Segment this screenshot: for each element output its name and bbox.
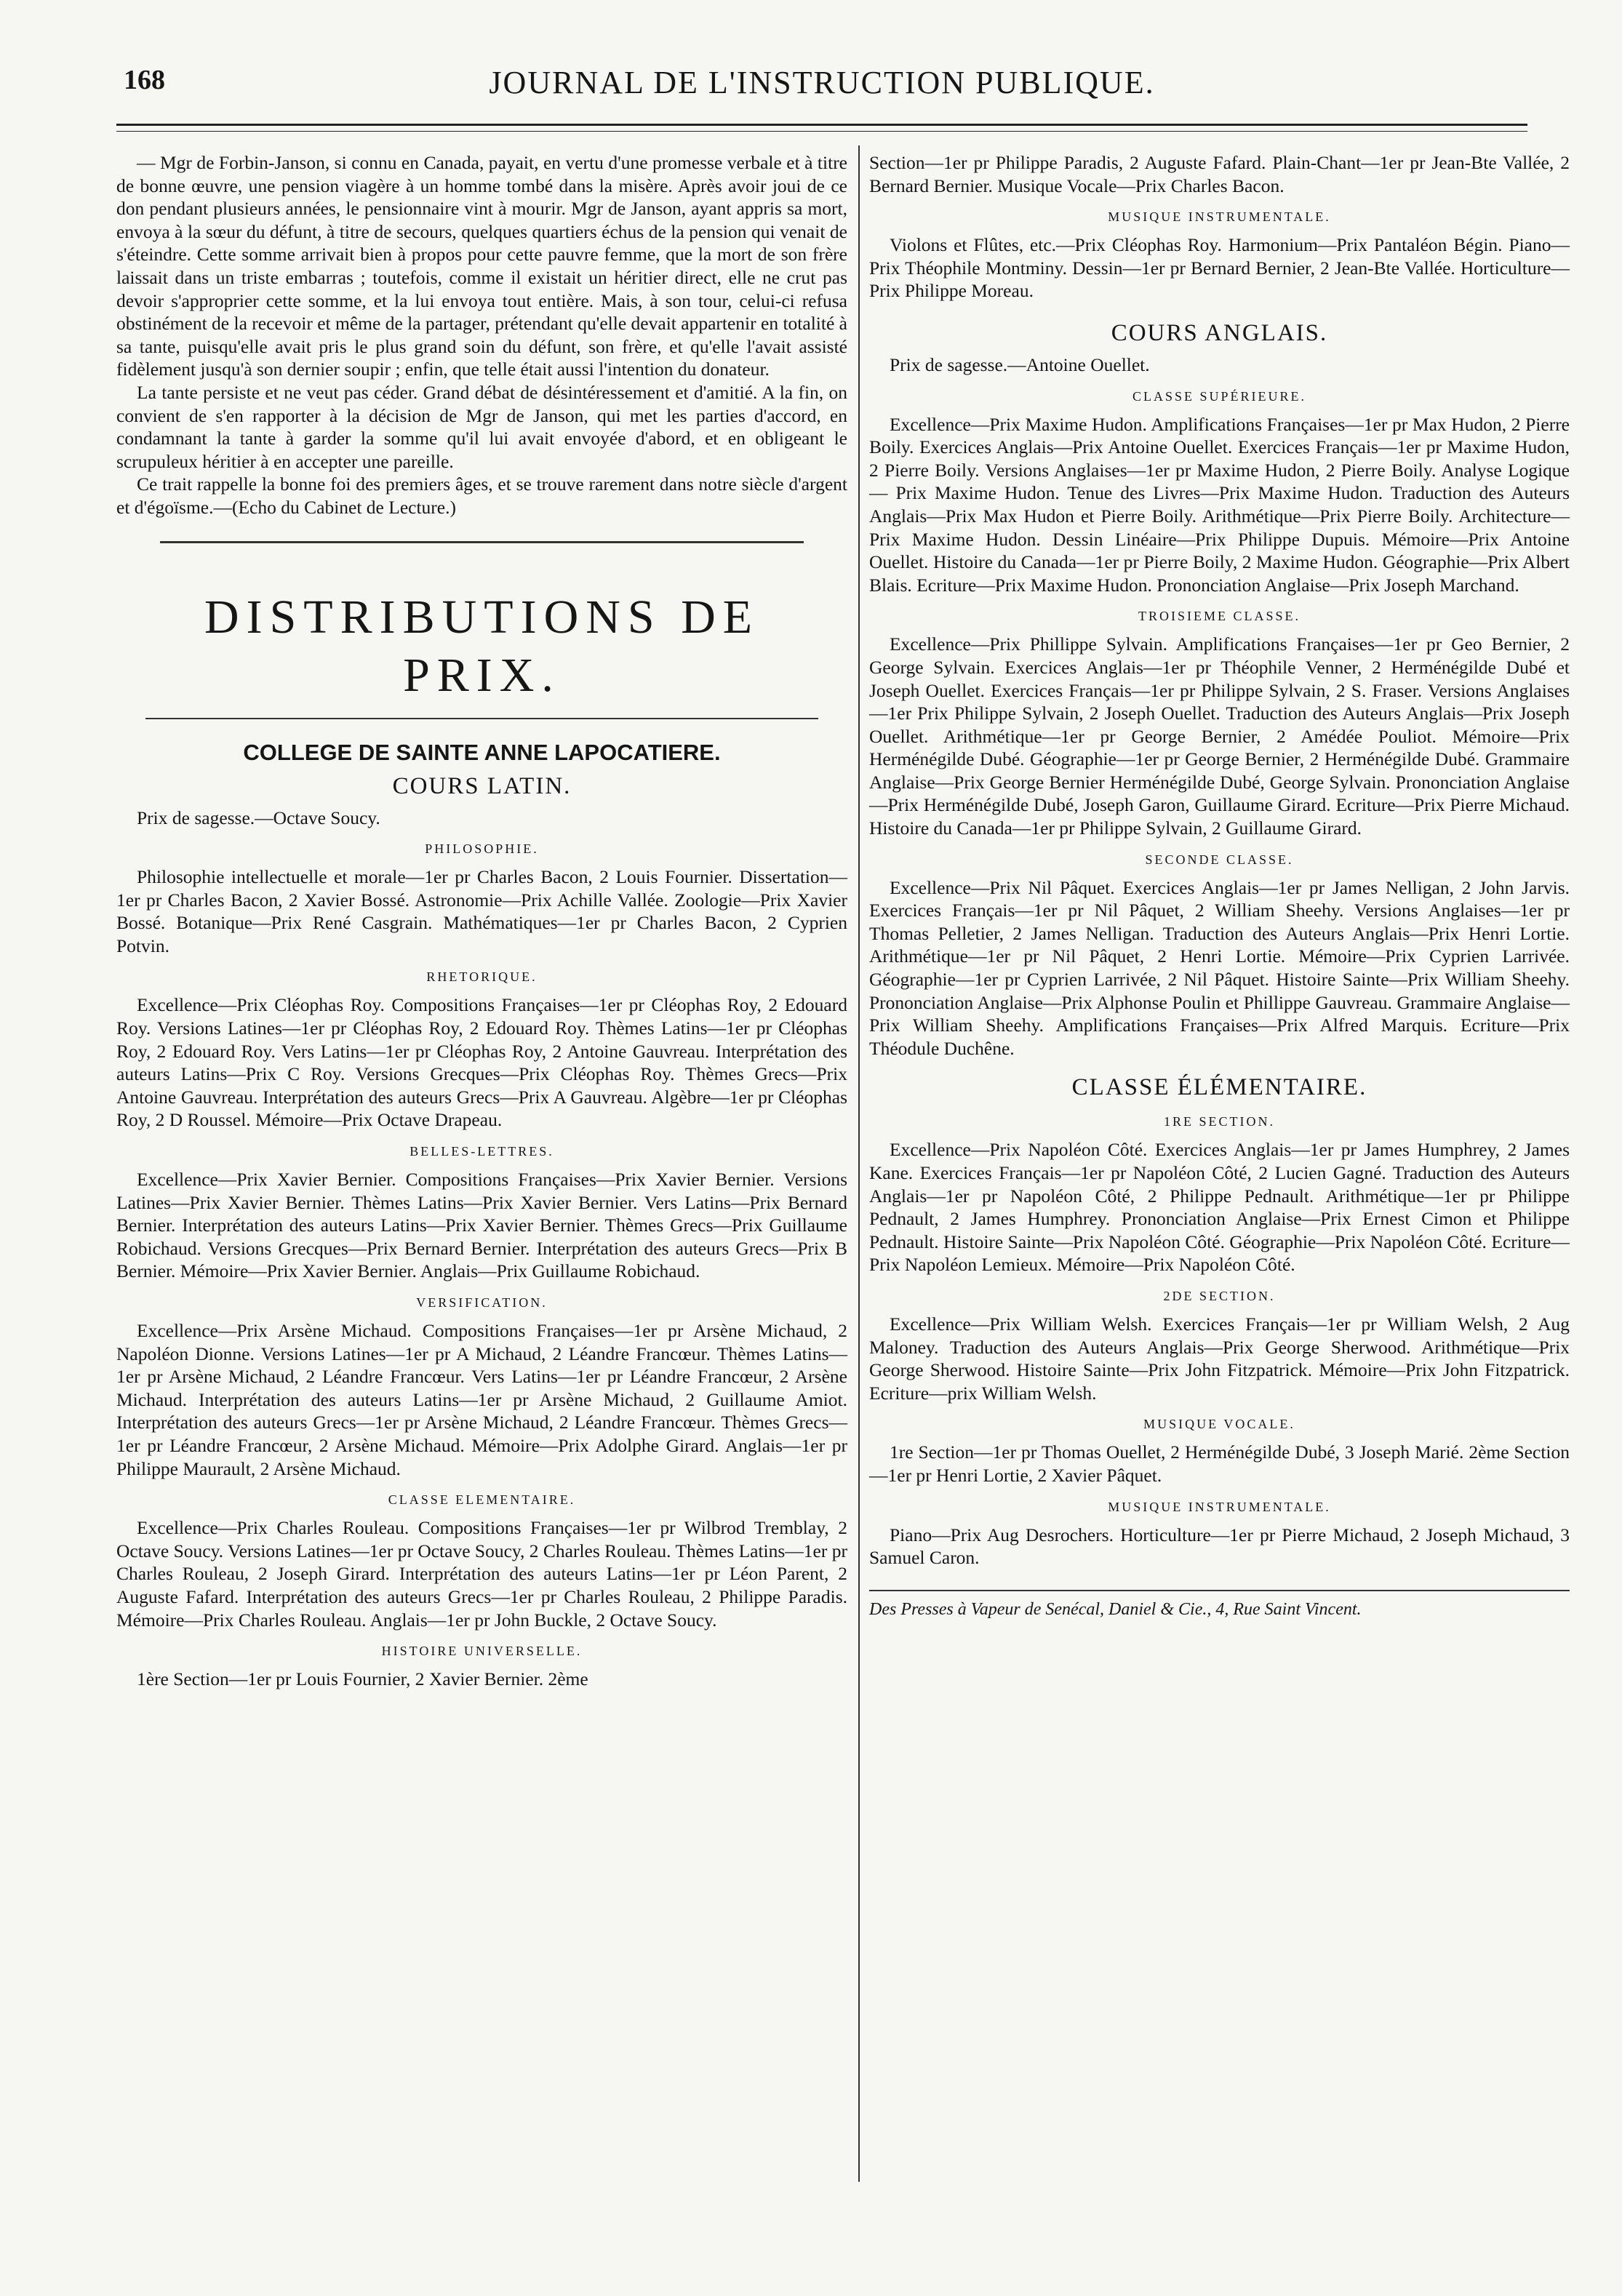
column-divider (858, 145, 860, 2182)
classe-superieure-heading: CLASSE SUPÉRIEURE. (1132, 388, 1307, 404)
musique-instrumentale-prizes: Violons et Flûtes, etc.—Prix Cléophas Roy. Harmonium—Prix Pantaléon Bégin. Piano—Prix Théophile Montminy. Dessin—1er pr Bernard Bernier, 2 Jean-Bte Vallée. Horticulture—Prix Philippe Moreau. (869, 234, 1570, 302)
anecdote-paragraph: Ce trait rappelle la bonne foi des premiers âges, et se trouve rarement dans notre siècle d'argent et d'égoïsme.—(Echo du Cabinet de Lecture.) (116, 473, 847, 518)
rhetorique-prizes: Excellence—Prix Cléophas Roy. Compositions Françaises—1er pr Cléophas Roy, 2 Edouard Roy. Versions Latines—1er pr Cléophas Roy, 2 Edouard Roy. Thèmes Latins—1er pr Cléophas Roy, 2 Edouard Roy. Vers Latins—1er pr Cléophas Roy, 2 Antoine Gauvreau. Interprétation des auteurs Latins—Prix C Roy. Versions Grecques—Prix Cléophas Roy. Thèmes Grecs—Prix Antoine Gauvreau. Interprétation des auteurs Grecs—Prix A Gauvreau. Algèbre—1er pr Cléophas Roy, 2 D Roussel. Mémoire—Prix Octave Drapeau. (116, 994, 847, 1131)
journal-title: JOURNAL DE L'INSTRUCTION PUBLIQUE. (489, 65, 1155, 100)
cours-anglais-heading: COURS ANGLAIS. (1111, 319, 1328, 346)
page-number: 168 (124, 65, 165, 95)
continued-prizes: Section—1er pr Philippe Paradis, 2 Auguste Fafard. Plain-Chant—1er pr Jean-Bte Vallée, 2 Bernard Bernier. Musique Vocale—Prix Charles Bacon. (869, 152, 1570, 196)
philosophie-prizes: Philosophie intellectuelle et morale—1er pr Charles Bacon, 2 Louis Fournier. Dissertation—1er pr Charles Bacon, 2 Xavier Bossé. Astronomie—Prix Achille Vallée. Zoologie—Prix Xavier Bossé. Botanique—Prix René Casgrain. Mathématiques—1er pr Charles Bacon, 2 Cyprien Potvin. (116, 866, 847, 956)
versification-heading: VERSIFICATION. (416, 1295, 548, 1310)
seconde-classe-prizes: Excellence—Prix Nil Pâquet. Exercices Anglais—1er pr James Nelligan, 2 John Jarvis. Exercices Français—1er pr Nil Pâquet, 2 William Sheehy. Versions Anglaises—1er pr Thomas Pelletier, 2 James Nelligan. Traduction des Auteurs Anglais—Prix Henri Lortie. Arithmétique—1er pr Nil Pâquet, 2 Henri Lortie. Mémoire—Prix Cyprien Larrivée. Géographie—1er pr Cyprien Larrivée, 2 Nil Pâquet. Histoire Sainte—Prix William Sheehy. Prononciation Anglaise—Prix Alphonse Poulin et Phillippe Gauvreau. Grammaire Anglaise—Prix William Sheehy. Amplifications Françaises—Prix Alfred Marquis. Ecriture—Prix Théodule Duchêne. (869, 876, 1570, 1059)
printer-imprint: Des Presses à Vapeur de Senécal, Daniel & Cie., 4, Rue Saint Vincent. (869, 1590, 1570, 1622)
troisieme-classe-prizes: Excellence—Prix Phillippe Sylvain. Amplifications Françaises—1er pr Geo Bernier, 2 George Sylvain. Exercices Anglais—1er pr Théophile Venner, 2 Herménégilde Dubé et Joseph Ouellet. Exercices Français—1er pr Philippe Sylvain, 2 S. Fraser. Versions Anglaises—1er Prix Philippe Sylvain, 2 Joseph Ouellet. Traduction des Auteurs Anglais—Prix Joseph Ouellet. Arithmétique—1er pr George Bernier, 2 Amédée Pouliot. Mémoire—Prix Herménégilde Dubé. Géographie—1er pr George Bernier, 2 Herménégilde Dubé. Grammaire Anglaise—Prix George Bernier Herménégilde Dubé, George Sylvain. Prononciation Anglaise—Prix Herménégilde Dubé, Joseph Garon, Guillaume Girard. Ecriture—Prix Pierre Michaud. Histoire du Canada—1er pr Philippe Sylvain, 2 Guillaume Girard. (869, 633, 1570, 839)
rhetorique-heading: RHETORIQUE. (426, 969, 538, 985)
seconde-classe-heading: SECONDE CLASSE. (1145, 852, 1294, 867)
left-column (116, 151, 847, 1691)
versification-prizes: Excellence—Prix Arsène Michaud. Compositions Françaises—1er pr Arsène Michaud, 2 Napoléon Dionne. Versions Latines—1er pr A Michaud, 2 Léandre Francœur. Thèmes Latins—1er pr Arsène Michaud, 2 Léandre Francœur. Vers Latins—1er pr Léandre Francœur, 2 Arsène Michaud. Interprétation des auteurs Latins—1er pr Arsène Michaud, 2 Guillaume Amiot. Interprétation des auteurs Grecs—1er pr Arsène Michaud, 2 Léandre Francœur. Thèmes Grecs—1er pr Léandre Francœur, 2 Arsène Michaud. Mémoire—Prix Adolphe Girard. Anglais—1er pr Philippe Maurault, 2 Arsène Michaud. (116, 1320, 847, 1479)
classe-elementaire-anglais-heading: CLASSE ÉLÉMENTAIRE. (1071, 1074, 1367, 1101)
deuxieme-section-heading: 2DE SECTION. (1163, 1288, 1276, 1303)
classe-elementaire-prizes: Excellence—Prix Charles Rouleau. Compositions Françaises—1er pr Wilbrod Tremblay, 2 Octave Soucy. Versions Latines—1er pr Octave Soucy, 2 Charles Rouleau. Thèmes Latins—1er pr Charles Rouleau, 2 Joseph Girard. Interprétation des auteurs Latins—1er pr Léon Parent, 2 Auguste Fafard. Interprétation des auteurs Grecs—1er pr Charles Rouleau, 2 Philippe Paradis. Mémoire—Prix Charles Rouleau. Anglais—1er pr John Buckle, 2 Octave Soucy. (116, 1517, 847, 1631)
musique-instrumentale-anglais-prizes: Piano—Prix Aug Desrochers. Horticulture—1er pr Pierre Michaud, 2 Joseph Michaud, 3 Samuel Caron. (869, 1524, 1570, 1569)
anecdote-paragraph: — Mgr de Forbin-Janson, si connu en Canada, payait, en vertu d'une promesse verbale et à titre de bonne œuvre, une pension viagère à un homme tombé dans la misère. Après avoir joui de ce don pendant plusieurs années, le pensionnaire vint à mourir. Mgr de Janson, ayant appris sa mort, envoya à la sœur du défunt, à titre de secours, quelques quartiers échus de la pension qui venait de s'éteindre. Cette somme arrivait bien à propos pour cette pauvre femme, que la mort de son frère laissait dans un triste embarras ; toutefois, comme il existait un héritier direct, elle ne crut pas devoir s'approprier cette somme, et la lui envoya tout entière. Mais, à son tour, celui-ci refusa obstinément de la recevoir et même de la partager, prétendant qu'elle devait appartenir en totalité à sa tante, puisqu'elle avait pris le plus grand soin du défunt, son frère, et qu'elle l'avait assisté fidèlement jusqu'à son dernier soupir ; enfin, que telle était aussi l'intention du donateur. (116, 152, 847, 380)
histoire-universelle-prizes: 1ère Section—1er pr Louis Fournier, 2 Xavier Bernier. 2ème (137, 1668, 588, 1690)
heading-rule (145, 718, 818, 719)
classe-superieure-prizes: Excellence—Prix Maxime Hudon. Amplifications Françaises—1er pr Max Hudon, 2 Pierre Boily. Exercices Anglais—Prix Antoine Ouellet. Exercices Français—1er pr Maxime Hudon, 2 Pierre Boily. Versions Anglaises—1er pr Maxime Hudon, 2 Pierre Boily. Analyse Logique — Prix Maxime Hudon. Tenue des Livres—Prix Maxime Hudon. Traduction des Auteurs Anglais—Prix Max Hudon et Pierre Boily. Arithmétique—Prix Pierre Boily. Architecture—Prix Maxime Hudon. Dessin Linéaire—Prix Philippe Dupuis. Mémoire—Prix Antoine Ouellet. Histoire du Canada—1er pr Pierre Boily, 2 Maxime Hudon. Géographie—Prix Albert Blais. Ecriture—Prix Maxime Hudon. Prononciation Anglaise—Prix Joseph Marchand. (869, 413, 1570, 596)
premiere-section-prizes: Excellence—Prix Napoléon Côté. Exercices Anglais—1er pr James Humphrey, 2 James Kane. Exercices Français—1er pr Napoléon Côté, 2 Lucien Gagné. Traduction des Auteurs Anglais—1er pr Napoléon Côté, 2 Philippe Pednault. Arithmétique—1er pr Philippe Pednault, 2 James Humphrey. Prononciation Anglaise—Prix Ernest Cimon et Philippe Pednault. Histoire Sainte—Prix Napoléon Côté. Géographie—Prix Napoléon Côté. Ecriture—Prix Napoléon Lemieux. Mémoire—Prix Napoléon Côté. (869, 1139, 1570, 1276)
section-rule (160, 541, 804, 543)
header-rule-thin (116, 131, 1527, 132)
histoire-universelle-heading: HISTOIRE UNIVERSELLE. (381, 1644, 583, 1659)
belles-lettres-heading: BELLES-LETTRES. (410, 1144, 554, 1159)
classe-elementaire-heading: CLASSE ELEMENTAIRE. (388, 1492, 576, 1508)
header-rule (116, 124, 1527, 126)
anecdote-paragraph: La tante persiste et ne veut pas céder. Grand débat de désintéressement et d'amitié. A la fin, on convient de s'en rapporter à la décision de Mgr de Janson, qui met les parties d'accord, en condamnant la tante à garder la somme qu'il lui avait envoyée d'abord, et en obligeant le scrupuleux héritier à en accepter une pareille. (116, 381, 847, 472)
right-column (869, 151, 1570, 1621)
page-header (109, 64, 1535, 108)
prize-sagesse-anglais: Prix de sagesse.—Antoine Ouellet. (890, 353, 1150, 375)
musique-instrumentale-anglais-heading: MUSIQUE INSTRUMENTALE. (1108, 1499, 1331, 1514)
cours-latin-heading: COURS LATIN. (392, 772, 572, 799)
musique-vocale-heading: MUSIQUE VOCALE. (1143, 1417, 1295, 1432)
deuxieme-section-prizes: Excellence—Prix William Welsh. Exercices Français—1er pr William Welsh, 2 Aug Maloney. Traduction des Auteurs Anglais—Prix George Sherwood. Arithmétique—Prix George Sherwood. Histoire Sainte—Prix John Fitzpatrick. Mémoire—Prix John Fitzpatrick. Ecriture—prix William Welsh. (869, 1313, 1570, 1404)
premiere-section-heading: 1RE SECTION. (1164, 1114, 1275, 1129)
main-heading: DISTRIBUTIONS DE PRIX. (204, 590, 760, 702)
musique-vocale-prizes: 1re Section—1er pr Thomas Ouellet, 2 Herménégilde Dubé, 3 Joseph Marié. 2ème Section—1er pr Henri Lortie, 2 Xavier Pâquet. (869, 1441, 1570, 1486)
college-heading: COLLEGE DE SAINTE ANNE LAPOCATIERE. (243, 739, 721, 765)
musique-instrumentale-heading: MUSIQUE INSTRUMENTALE. (1108, 209, 1331, 225)
philosophie-heading: PHILOSOPHIE. (425, 841, 539, 857)
prize-sagesse: Prix de sagesse.—Octave Soucy. (137, 807, 380, 828)
belles-lettres-prizes: Excellence—Prix Xavier Bernier. Compositions Françaises—Prix Xavier Bernier. Versions Latines—Prix Xavier Bernier. Thèmes Latins—Prix Xavier Bernier. Vers Latins—Prix Bernard Bernier. Interprétation des auteurs Latins—Prix Xavier Bernier. Thèmes Grecs—Prix Guillaume Robichaud. Versions Grecques—Prix Bernard Bernier. Interprétation des auteurs Grecs—Prix B Bernier. Mémoire—Prix Xavier Bernier. Anglais—Prix Guillaume Robichaud. (116, 1169, 847, 1282)
troisieme-classe-heading: TROISIEME CLASSE. (1138, 609, 1301, 624)
